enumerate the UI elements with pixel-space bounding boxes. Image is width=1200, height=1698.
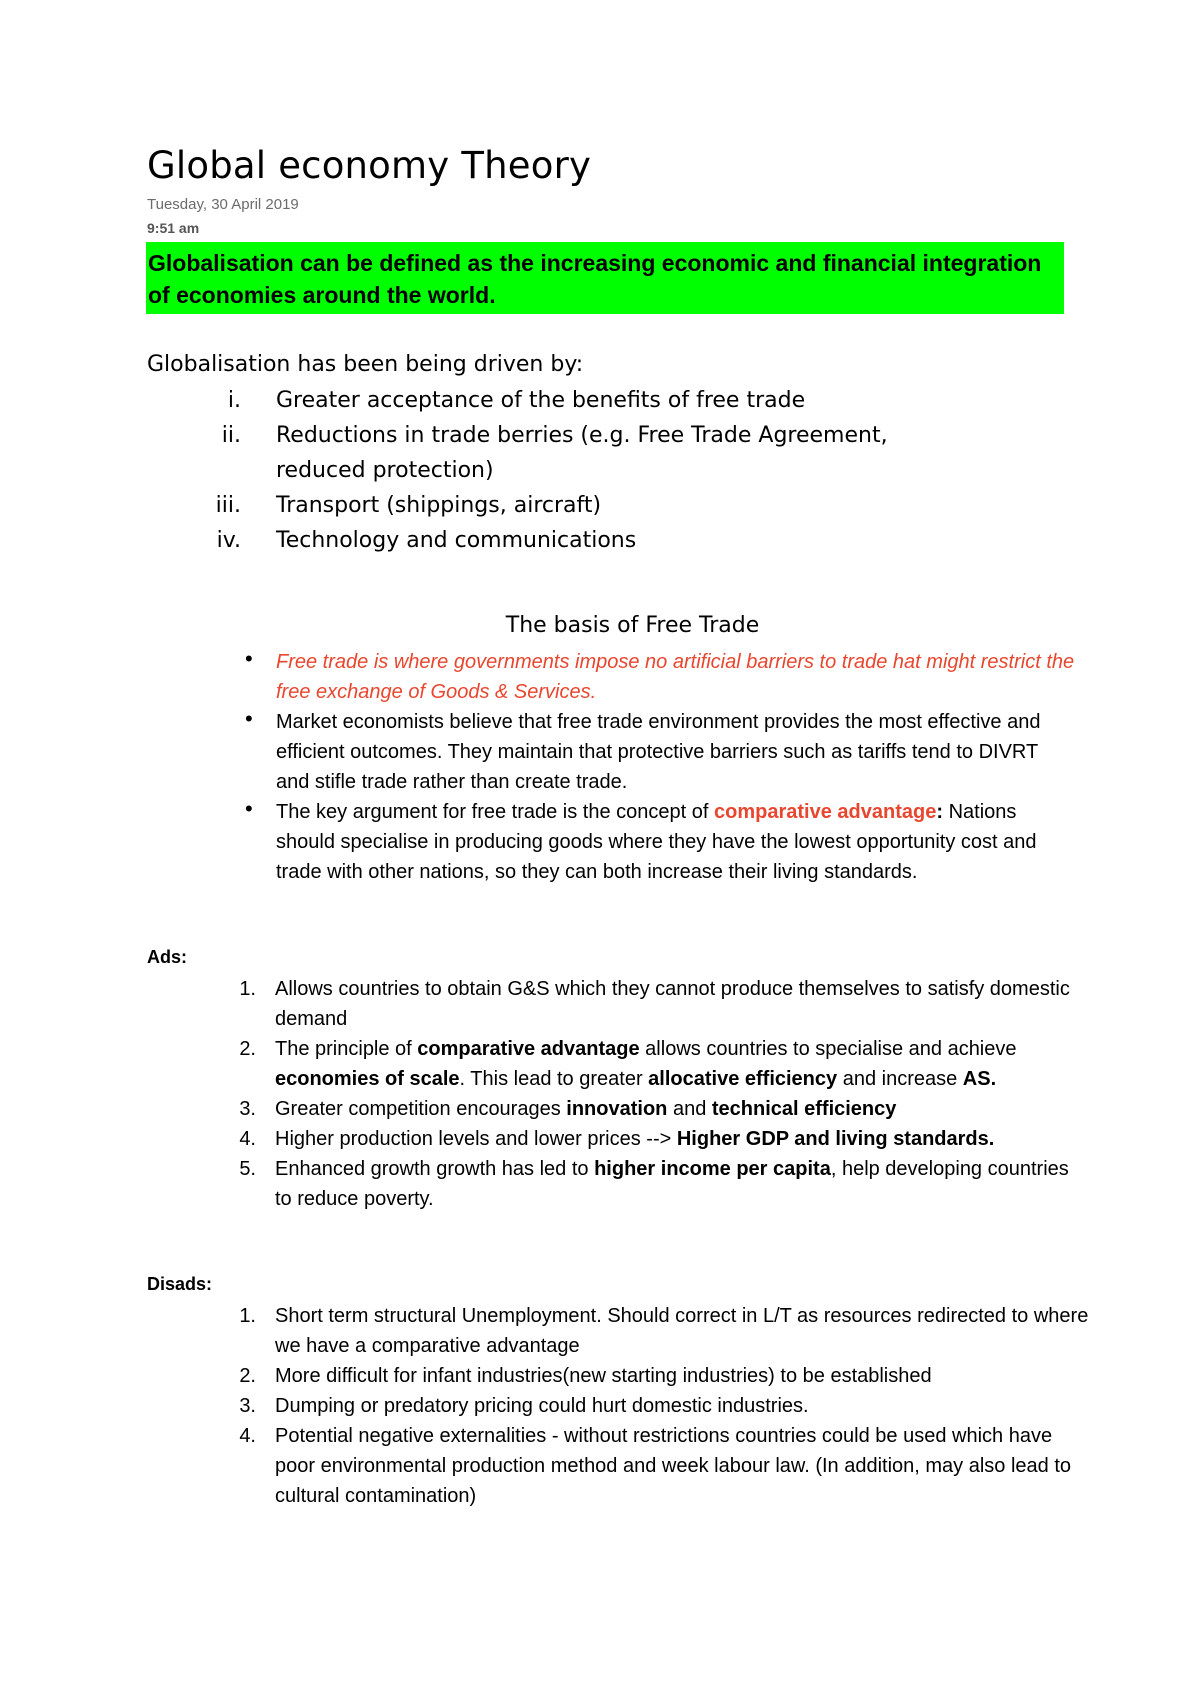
list-text: allows countries to specialise and achieve (639, 1038, 1017, 1060)
list-text: Greater competition encourages (275, 1098, 567, 1120)
advantages-list (230, 974, 1090, 1214)
list-number: 2. (239, 1038, 256, 1060)
list-item (230, 1361, 1090, 1391)
list-item (230, 1421, 1090, 1511)
list-text: The principle of (275, 1038, 418, 1060)
list-item (230, 1301, 1090, 1361)
drivers-list (147, 383, 1067, 558)
list-text: Dumping or predatory pricing could hurt domestic industries. (275, 1395, 809, 1417)
advantages-label: Ads: (147, 947, 187, 967)
list-text: Nations should specialise in producing goods where they have the lowest opportunity cost and trade with other nations, so they can both increase their living standards. (276, 801, 1037, 883)
list-number: 3. (239, 1395, 256, 1417)
list-number: 4. (239, 1128, 256, 1150)
bullet-icon: • (245, 706, 253, 731)
list-text: Greater acceptance of the benefits of free trade (276, 388, 806, 413)
definition-text: Globalisation can be defined as the increasing economic and financial integration of economies around the world. (148, 250, 1042, 308)
bullet-icon: • (245, 796, 253, 821)
list-item (147, 418, 976, 488)
emphasis-text: comparative advantage (417, 1038, 640, 1060)
list-item (147, 383, 1067, 418)
list-text: Free trade is where governments impose no artificial barriers to trade hat might restrict the free exchange of Goods & Services. (276, 651, 1075, 703)
note-date: Tuesday, 30 April 2019 (147, 196, 299, 213)
free-trade-bullets (245, 647, 1075, 887)
list-text: The key argument for free trade is the concept of (276, 801, 715, 823)
list-text: , help developing countries to reduce poverty. (275, 1158, 1069, 1210)
emphasis-text: innovation (566, 1098, 668, 1120)
list-item (147, 523, 1067, 558)
list-text: and increase (837, 1068, 963, 1090)
disadvantages-label: Disads: (147, 1274, 213, 1294)
list-number: iv. (216, 528, 241, 553)
list-number: i. (227, 388, 241, 413)
list-text: Allows countries to obtain G&S which they cannot produce themselves to satisfy domestic demand (275, 978, 1070, 1030)
emphasis-text: AS. (962, 1068, 997, 1090)
list-text: Potential negative externalities - without restrictions countries could be used which have poor environmental production method and week labour law. (In addition, may also lead to cultural contamination) (275, 1425, 1072, 1507)
drivers-intro: Globalisation has been being driven by: (147, 352, 584, 377)
section-heading-free-trade: The basis of Free Trade (505, 613, 760, 638)
list-number: 1. (239, 978, 256, 1000)
emphasis-text: comparative advantage (714, 801, 937, 823)
bullet-icon: • (245, 646, 253, 671)
emphasis-text: economies of scale (275, 1068, 460, 1090)
list-text: Technology and communications (276, 528, 637, 553)
list-number: ii. (221, 423, 241, 448)
list-text: Market economists believe that free trade environment provides the most effective and efficient outcomes. They maintain that protective barriers such as tariffs tend to DIVRT and stifle trade rather than create trade. (276, 711, 1041, 793)
page-title: Global economy Theory (147, 144, 592, 187)
emphasis-text: higher income per capita (594, 1158, 831, 1180)
list-item (230, 1034, 1090, 1094)
list-text: and (667, 1098, 712, 1120)
list-text: More difficult for infant industries(new starting industries) to be established (275, 1365, 932, 1387)
list-item (230, 1154, 1090, 1214)
list-number: 4. (239, 1425, 256, 1447)
disadvantages-list (230, 1301, 1090, 1511)
list-item (245, 707, 1075, 797)
emphasis-text: technical efficiency (711, 1098, 897, 1120)
list-number: 5. (239, 1158, 256, 1180)
list-text: Short term structural Unemployment. Should correct in L/T as resources redirected to where we have a comparative advantage (275, 1305, 1089, 1357)
list-text: Higher production levels and lower prices --> (275, 1128, 677, 1150)
list-item (245, 797, 1075, 887)
note-time: 9:51 am (147, 220, 200, 236)
list-text: . This lead to greater (459, 1068, 649, 1090)
list-item (230, 1124, 1090, 1154)
emphasis-text: Higher GDP and living standards. (676, 1128, 995, 1150)
list-item (230, 974, 1090, 1034)
list-item (245, 647, 1075, 707)
list-text: Transport (shippings, aircraft) (276, 493, 602, 518)
list-text: Enhanced growth growth has led to (275, 1158, 595, 1180)
list-number: 2. (239, 1365, 256, 1387)
list-number: iii. (215, 493, 241, 518)
list-item (230, 1391, 1090, 1421)
list-item (147, 488, 1067, 523)
list-number: 1. (239, 1305, 256, 1327)
list-item (230, 1094, 1090, 1124)
list-text: : (936, 801, 944, 823)
emphasis-text: allocative efficiency (648, 1068, 838, 1090)
list-text: Reductions in trade berries (e.g. Free Trade Agreement, reduced protection) (276, 423, 888, 483)
list-number: 3. (239, 1098, 256, 1120)
